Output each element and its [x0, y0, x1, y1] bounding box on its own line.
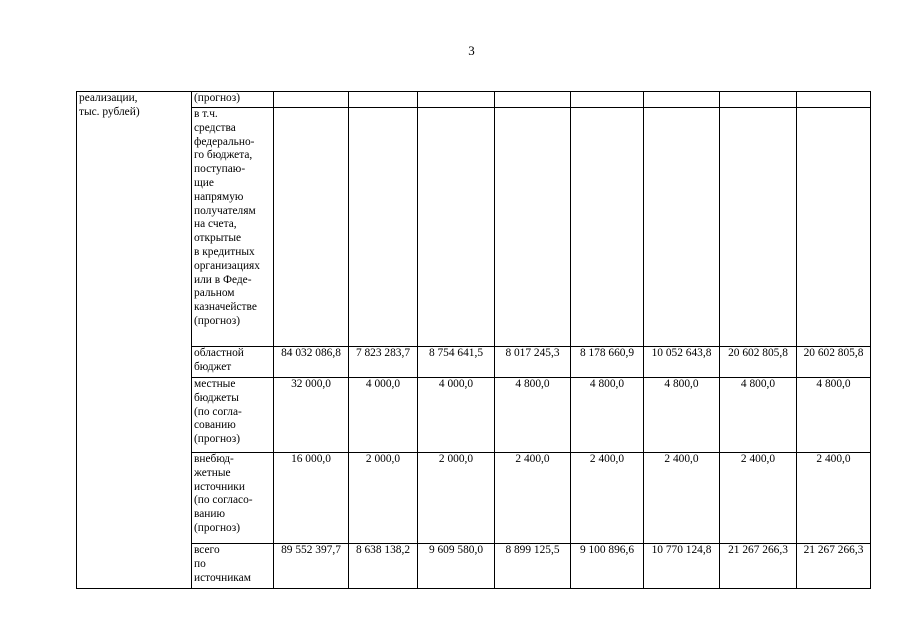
- value-cell: [720, 108, 797, 347]
- table-row: [77, 378, 871, 453]
- value-cell: 9 100 896,6: [571, 544, 644, 589]
- source-label-line: щие: [194, 176, 214, 189]
- value-cell: 8 178 660,9: [571, 347, 644, 378]
- value-cell: [644, 108, 720, 347]
- source-label-line: местные: [194, 378, 236, 390]
- source-label-cell: [192, 378, 274, 453]
- source-label-line: на счета,: [194, 218, 237, 231]
- indicator-name-cell: [77, 92, 192, 589]
- source-label-cell: [192, 453, 274, 544]
- source-label-line: получателям: [194, 204, 256, 217]
- source-label-line: или в Феде-: [194, 273, 252, 286]
- table-row: [77, 453, 871, 544]
- value-cell: 2 400,0: [644, 453, 720, 544]
- value-cell: 20 602 805,8: [720, 347, 797, 378]
- value-cell: 4 000,0: [349, 378, 418, 453]
- value-cell: 89 552 397,7: [274, 544, 349, 589]
- source-label-line: (прогноз): [194, 433, 241, 446]
- source-label-line: ральном: [194, 287, 235, 300]
- value-cell: [571, 92, 644, 108]
- value-cell: 4 800,0: [644, 378, 720, 453]
- source-label-line: сованию: [194, 419, 236, 432]
- source-label-line: (по согла-: [194, 405, 242, 418]
- source-label-line: открытые: [194, 232, 242, 245]
- source-label-line: (прогноз): [194, 92, 241, 104]
- table-row: [77, 544, 871, 589]
- value-cell: 2 000,0: [349, 453, 418, 544]
- value-cell: [274, 92, 349, 108]
- source-label-line: казначействе: [194, 301, 257, 314]
- value-cell: [495, 92, 571, 108]
- value-cell: 21 267 266,3: [797, 544, 871, 589]
- source-label-line: го бюджета,: [194, 149, 253, 162]
- source-label-cell: [192, 347, 274, 378]
- value-cell: 4 800,0: [797, 378, 871, 453]
- value-cell: [274, 108, 349, 347]
- value-cell: [418, 108, 495, 347]
- source-label-cell: [192, 108, 274, 347]
- source-label-line: областной: [194, 347, 244, 359]
- source-label-line: в кредитных: [194, 245, 255, 258]
- page-number: 3: [468, 43, 475, 58]
- value-cell: [495, 108, 571, 347]
- indicator-name-line: реализации,: [79, 92, 138, 104]
- source-label-line: напрямую: [194, 190, 244, 203]
- value-cell: 2 400,0: [495, 453, 571, 544]
- value-cell: 8 017 245,3: [495, 347, 571, 378]
- source-label-cell: [192, 544, 274, 589]
- value-cell: 21 267 266,3: [720, 544, 797, 589]
- source-label-line: всего: [194, 544, 220, 556]
- value-cell: [797, 92, 871, 108]
- table-row: [77, 108, 871, 347]
- value-cell: 20 602 805,8: [797, 347, 871, 378]
- source-label-line: внебюд-: [194, 453, 234, 465]
- budget-table: [76, 91, 871, 589]
- source-label-line: по: [194, 557, 206, 570]
- source-label-line: поступаю-: [194, 163, 246, 176]
- value-cell: [797, 108, 871, 347]
- value-cell: 10 052 643,8: [644, 347, 720, 378]
- value-cell: 2 400,0: [720, 453, 797, 544]
- indicator-name-line: тыс. рублей): [79, 105, 140, 118]
- value-cell: [571, 108, 644, 347]
- value-cell: [644, 92, 720, 108]
- value-cell: 7 823 283,7: [349, 347, 418, 378]
- value-cell: [720, 92, 797, 108]
- source-label-cell: [192, 92, 274, 108]
- value-cell: 84 032 086,8: [274, 347, 349, 378]
- value-cell: 4 800,0: [495, 378, 571, 453]
- value-cell: 2 400,0: [797, 453, 871, 544]
- table-row: [77, 92, 871, 108]
- value-cell: 32 000,0: [274, 378, 349, 453]
- value-cell: 8 754 641,5: [418, 347, 495, 378]
- value-cell: 4 800,0: [720, 378, 797, 453]
- value-cell: [418, 92, 495, 108]
- value-cell: 2 000,0: [418, 453, 495, 544]
- source-label-line: (прогноз): [194, 521, 241, 534]
- value-cell: 8 638 138,2: [349, 544, 418, 589]
- source-label-line: (прогноз): [194, 314, 241, 327]
- value-cell: 16 000,0: [274, 453, 349, 544]
- source-label-line: в т.ч.: [194, 108, 218, 120]
- value-cell: 2 400,0: [571, 453, 644, 544]
- source-label-line: ванию: [194, 508, 225, 521]
- value-cell: 10 770 124,8: [644, 544, 720, 589]
- source-label-line: (по согласо-: [194, 494, 253, 507]
- value-cell: 4 000,0: [418, 378, 495, 453]
- source-label-line: организациях: [194, 259, 260, 272]
- source-label-line: средства: [194, 121, 236, 134]
- source-label-line: бюджеты: [194, 391, 239, 404]
- value-cell: 8 899 125,5: [495, 544, 571, 589]
- source-label-line: источникам: [194, 571, 251, 584]
- value-cell: 9 609 580,0: [418, 544, 495, 589]
- value-cell: [349, 108, 418, 347]
- value-cell: [349, 92, 418, 108]
- value-cell: 4 800,0: [571, 378, 644, 453]
- table-row: [77, 347, 871, 378]
- source-label-line: источники: [194, 480, 245, 493]
- source-label-line: бюджет: [194, 360, 232, 373]
- source-label-line: жетные: [194, 466, 231, 479]
- source-label-line: федерально-: [194, 135, 255, 148]
